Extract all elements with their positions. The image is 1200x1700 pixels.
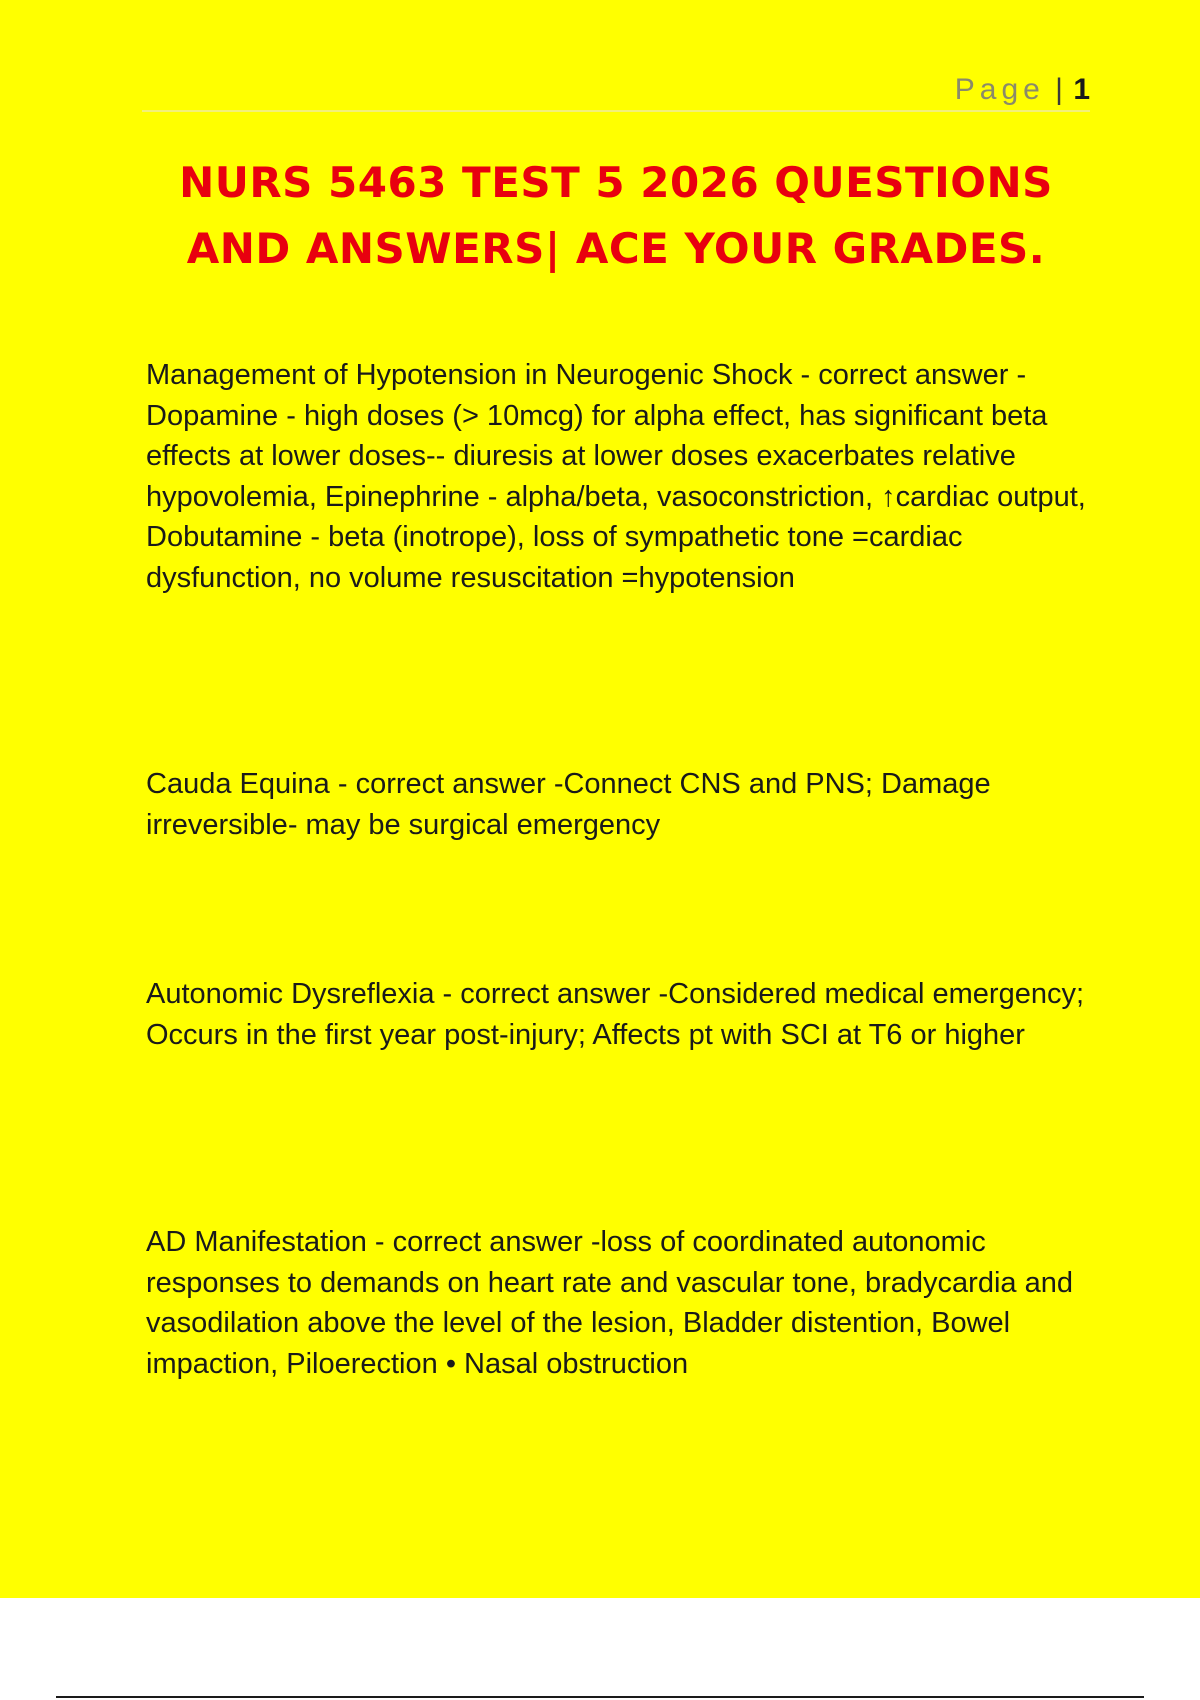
page-number: 1 (1073, 73, 1090, 106)
title-line-1: NURS 5463 TEST 5 2026 QUESTIONS (179, 158, 1053, 207)
document-title (142, 150, 1090, 282)
qa-entry-neurogenic-shock: Management of Hypotension in Neurogenic Shock - correct answer -Dopamine - high doses (> 10mcg) for alpha effect, has significant beta effects at lower doses-- diuresis at lower doses exacerbates relative hypovolemia, Epinephrine - alpha/beta, vasoconstriction, ↑cardiac output, Dobutamine - beta (inotrope), loss of sympathetic tone =cardiac dysfunction, no volume resuscitation =hypotension (146, 359, 1086, 594)
page-separator: | (1055, 73, 1063, 106)
page-header (142, 70, 1090, 112)
footer-divider (56, 1696, 1144, 1698)
title-line-2: AND ANSWERS| ACE YOUR GRADES. (186, 224, 1046, 273)
qa-entry-cauda-equina: Cauda Equina - correct answer -Connect CNS and PNS; Damage irreversible- may be surgical emergency (146, 768, 991, 841)
page-label: Page (954, 73, 1045, 106)
qa-entry-autonomic-dysreflexia: Autonomic Dysreflexia - correct answer -Considered medical emergency; Occurs in the first year post-injury; Affects pt with SCI at T6 or higher (146, 978, 1085, 1051)
qa-entry-ad-manifestation: AD Manifestation - correct answer -loss of coordinated autonomic responses to demands on heart rate and vascular tone, bradycardia and vasodilation above the level of the lesion, Bladder distention, Bowel impaction, Piloerection • Nasal obstruction (146, 1226, 1073, 1380)
